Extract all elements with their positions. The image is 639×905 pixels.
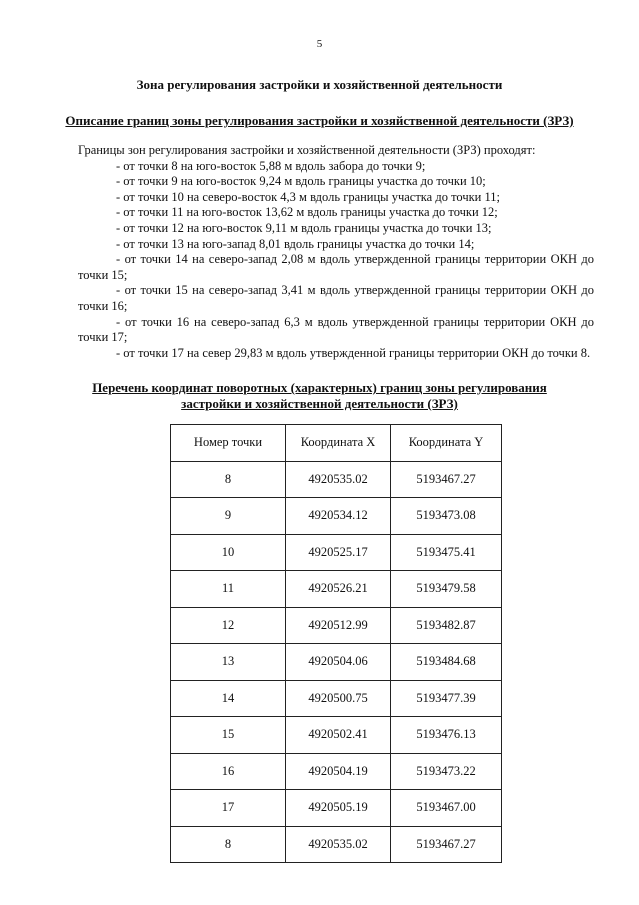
description-intro: Границы зон регулирования застройки и хозяйственной деятельности (ЗРЗ) проходят: <box>78 143 536 157</box>
cell-y: 5193476.13 <box>391 717 502 754</box>
cell-point: 14 <box>171 680 286 717</box>
cell-y: 5193473.08 <box>391 498 502 535</box>
cell-x: 4920535.02 <box>286 461 391 498</box>
cell-point: 11 <box>171 571 286 608</box>
column-header-y: Координата Y <box>391 425 502 462</box>
description-item: - от точки 17 на север 29,83 м вдоль утвержденной границы территории ОКН до точки 8. <box>116 345 591 360</box>
table-row <box>171 826 502 863</box>
table-row <box>171 607 502 644</box>
cell-x: 4920534.12 <box>286 498 391 535</box>
table-row <box>171 680 502 717</box>
description-item: - от точки 16 на северо-запад 6,3 м вдоль утвержденной границы территории ОКН до точки 17; <box>78 314 594 345</box>
cell-point: 10 <box>171 534 286 571</box>
cell-y: 5193467.00 <box>391 790 502 827</box>
coordinates-table-heading <box>0 380 639 412</box>
cell-point: 13 <box>171 644 286 681</box>
boundary-description-heading: Описание границ зоны регулирования застройки и хозяйственной деятельности (ЗРЗ) <box>65 113 574 128</box>
boundary-description <box>78 143 594 361</box>
description-item: - от точки 15 на северо-запад 3,41 м вдоль утвержденной границы территории ОКН до точки 16; <box>78 283 594 313</box>
cell-y: 5193467.27 <box>391 826 502 863</box>
description-item: - от точки 8 на юго-восток 5,88 м вдоль забора до точки 9; <box>116 158 426 173</box>
column-header-point: Номер точки <box>171 425 286 462</box>
cell-y: 5193467.27 <box>391 461 502 498</box>
cell-y: 5193475.41 <box>391 534 502 571</box>
table-row <box>171 790 502 827</box>
cell-x: 4920500.75 <box>286 680 391 717</box>
table-row <box>171 717 502 754</box>
description-item: - от точки 12 на юго-восток 9,11 м вдоль границы участка до точки 13; <box>116 220 492 235</box>
cell-y: 5193484.68 <box>391 644 502 681</box>
cell-x: 4920505.19 <box>286 790 391 827</box>
table-row <box>171 498 502 535</box>
description-item: - от точки 13 на юго-запад 8,01 вдоль границы участка до точки 14; <box>116 236 475 251</box>
cell-point: 8 <box>171 461 286 498</box>
cell-y: 5193479.58 <box>391 571 502 608</box>
cell-x: 4920526.21 <box>286 571 391 608</box>
cell-x: 4920502.41 <box>286 717 391 754</box>
cell-point: 17 <box>171 790 286 827</box>
table-row <box>171 644 502 681</box>
cell-point: 8 <box>171 826 286 863</box>
table-row <box>171 571 502 608</box>
table-row <box>171 461 502 498</box>
table-header-row <box>171 425 502 462</box>
description-item: - от точки 14 на северо-запад 2,08 м вдоль утвержденной границы территории ОКН до точки 15; <box>78 252 594 282</box>
cell-x: 4920504.06 <box>286 644 391 681</box>
cell-x: 4920512.99 <box>286 607 391 644</box>
table-row <box>171 753 502 790</box>
page-number: 5 <box>316 38 323 50</box>
table-row <box>171 534 502 571</box>
coordinates-heading-line1: Перечень координат поворотных (характерных) границ зоны регулирования <box>92 380 547 395</box>
cell-point: 16 <box>171 753 286 790</box>
cell-x: 4920535.02 <box>286 826 391 863</box>
cell-x: 4920525.17 <box>286 534 391 571</box>
description-item: - от точки 11 на юго-восток 13,62 м вдоль границы участка до точки 12; <box>116 205 498 220</box>
description-item: - от точки 10 на северо-восток 4,3 м вдоль границы участка до точки 11; <box>116 189 501 204</box>
cell-point: 15 <box>171 717 286 754</box>
cell-point: 12 <box>171 607 286 644</box>
coordinates-table <box>170 424 502 863</box>
description-item: - от точки 9 на юго-восток 9,24 м вдоль границы участка до точки 10; <box>116 174 486 189</box>
document-title: Зона регулирования застройки и хозяйственной деятельности <box>136 77 503 92</box>
cell-y: 5193482.87 <box>391 607 502 644</box>
column-header-x: Координата X <box>286 425 391 462</box>
cell-y: 5193473.22 <box>391 753 502 790</box>
coordinates-heading-line2: застройки и хозяйственной деятельности (ЗРЗ) <box>181 396 458 411</box>
cell-y: 5193477.39 <box>391 680 502 717</box>
cell-x: 4920504.19 <box>286 753 391 790</box>
cell-point: 9 <box>171 498 286 535</box>
